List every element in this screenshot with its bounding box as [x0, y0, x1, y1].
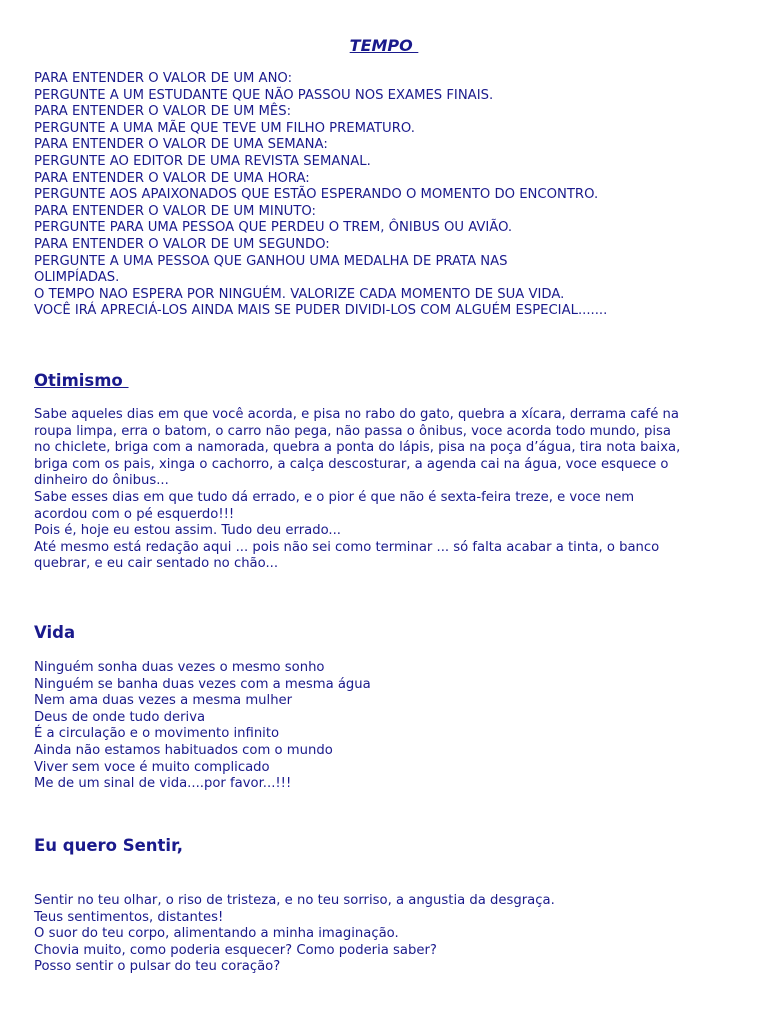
- tempo-line: PERGUNTE AO EDITOR DE UMA REVISTA SEMANAL.: [34, 153, 371, 169]
- sentir-line: O suor do teu corpo, alimentando a minha imaginação.: [34, 926, 399, 942]
- sentir-text: [34, 893, 555, 976]
- tempo-line: PARA ENTENDER O VALOR DE UM ANO:: [34, 71, 293, 86]
- sentir-line: Posso sentir o pulsar do teu coração?: [34, 959, 281, 975]
- tempo-line: PERGUNTE PARA UMA PESSOA QUE PERDEU O TREM, ÔNIBUS OU AVIÃO.: [34, 220, 513, 236]
- tempo-line: PERGUNTE AOS APAIXONADOS QUE ESTÃO ESPERANDO O MOMENTO DO ENCONTRO.: [34, 187, 599, 203]
- tempo-line: PARA ENTENDER O VALOR DE UM SEGUNDO:: [34, 236, 330, 252]
- sentir-line: Chovia muito, como poderia esquecer? Como poderia saber?: [34, 942, 437, 958]
- tempo-title: TEMPO: [349, 36, 419, 55]
- otimismo-line: Sabe esses dias em que tudo dá errado, e o pior é que não é sexta-feira treze, e voce nem: [34, 489, 635, 505]
- tempo-line: VOCÊ IRÁ APRECIÁ-LOS AINDA MAIS SE PUDER DIVIDI-LOS COM ALGUÉM ESPECIAL.......: [34, 303, 608, 319]
- vida-line: Me de um sinal de vida....por favor...!!!: [34, 776, 292, 792]
- tempo-line: PARA ENTENDER O VALOR DE UMA HORA:: [34, 170, 310, 186]
- otimismo-title: Otimismo: [34, 371, 129, 390]
- sentir-title: Eu quero Sentir,: [34, 836, 184, 855]
- tempo-line: PARA ENTENDER O VALOR DE UM MÊS:: [34, 104, 292, 120]
- vida-title: Vida: [34, 623, 76, 642]
- tempo-line: PARA ENTENDER O VALOR DE UMA SEMANA:: [34, 137, 328, 153]
- otimismo-line: no chiclete, briga com a namorada, quebra a ponta do lápis, pisa na poça d’água, tira nota baixa,: [34, 440, 681, 456]
- otimismo-line: quebrar, e eu cair sentado no chão...: [34, 556, 279, 572]
- vida-line: Deus de onde tudo deriva: [34, 709, 206, 725]
- vida-text: [34, 660, 371, 793]
- tempo-line: OLIMPÍADAS.: [34, 270, 120, 286]
- vida-line: Ninguém sonha duas vezes o mesmo sonho: [34, 660, 325, 675]
- vida-line: Viver sem voce é muito complicado: [34, 759, 270, 775]
- otimismo-line: Sabe aqueles dias em que você acorda, e pisa no rabo do gato, quebra a xícara, derrama café na: [34, 407, 679, 422]
- vida-line: Ninguém se banha duas vezes com a mesma água: [34, 676, 371, 692]
- tempo-line: PERGUNTE A UM ESTUDANTE QUE NÃO PASSOU NOS EXAMES FINAIS.: [34, 87, 494, 103]
- tempo-line: O TEMPO NAO ESPERA POR NINGUÉM. VALORIZE CADA MOMENTO DE SUA VIDA.: [34, 286, 565, 302]
- sentir-line: Teus sentimentos, distantes!: [34, 909, 224, 925]
- otimismo-line: roupa limpa, erra o batom, o carro não pega, não passa o ônibus, voce acorda todo mundo, pisa: [34, 423, 671, 439]
- tempo-text: [34, 71, 607, 320]
- vida-line: É a circulação e o movimento infinito: [34, 726, 280, 742]
- otimismo-line: briga com os pais, xinga o cachorro, a calça descosturar, a agenda cai na água, voce esquece o: [34, 456, 669, 472]
- tempo-line: PERGUNTE A UMA MÃE QUE TEVE UM FILHO PREMATURO.: [34, 120, 415, 136]
- vida-line: Ainda não estamos habituados com o mundo: [34, 742, 333, 758]
- otimismo-line: Até mesmo está redação aqui ... pois não sei como terminar ... só falta acabar a tinta, o banco: [34, 539, 660, 555]
- otimismo-line: Pois é, hoje eu estou assim. Tudo deu errado...: [34, 523, 341, 539]
- sentir-line: Sentir no teu olhar, o riso de tristeza, e no teu sorriso, a angustia da desgraça.: [34, 893, 555, 908]
- otimismo-line: dinheiro do ônibus...: [34, 473, 169, 489]
- vida-line: Nem ama duas vezes a mesma mulher: [34, 693, 293, 709]
- tempo-line: PERGUNTE A UMA PESSOA QUE GANHOU UMA MEDALHA DE PRATA NAS: [34, 253, 508, 269]
- tempo-line: PARA ENTENDER O VALOR DE UM MINUTO:: [34, 203, 316, 219]
- otimismo-line: acordou com o pé esquerdo!!!: [34, 506, 235, 522]
- otimismo-text: [34, 407, 680, 573]
